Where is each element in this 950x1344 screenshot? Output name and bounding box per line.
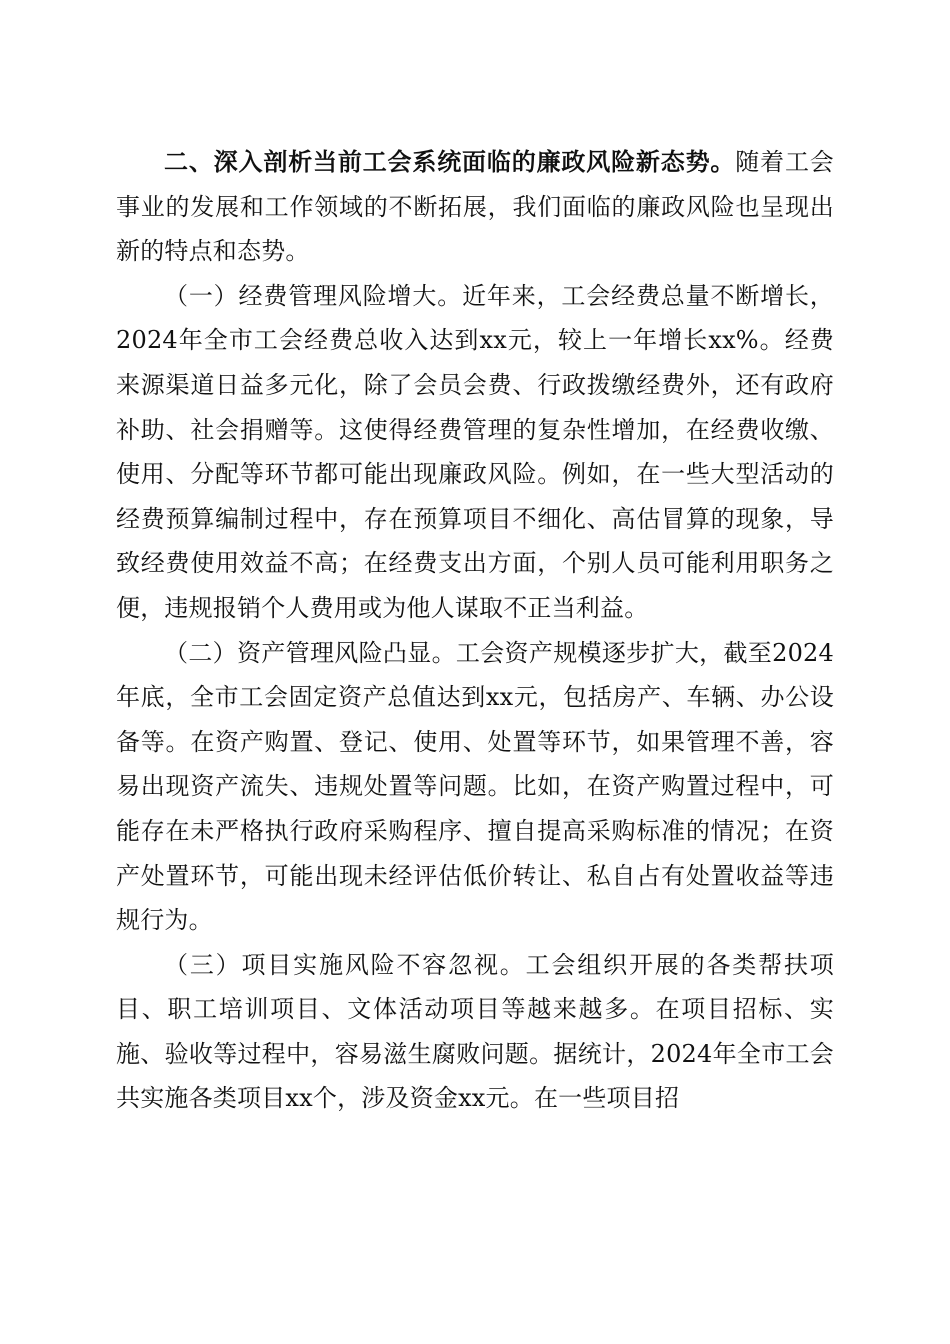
section-intro: 随着工会事业的发展和工作领域的不断拓展，我们面临的廉政风险也呈现出新的特点和态势。 bbox=[116, 148, 834, 266]
section-heading: 二、深入剖析当前工会系统面临的廉政风险新态势。 bbox=[164, 148, 736, 176]
subsection-paragraph-1 bbox=[116, 274, 834, 631]
subsection-body-2: 工会资产规模逐步扩大，截至2024年底，全市工会固定资产总值达到xx元，包括房产、车辆、办公设备等。在资产购置、登记、使用、处置等环节，如果管理不善，容易出现资产流失、违规处置等问题。比如，在资产购置过程中，可能存在未严格执行政府采购程序、擅自提高采购标准的情况；在资产处置环节，可能出现未经评估低价转让、私自占有处置收益等违规行为。 bbox=[116, 638, 835, 935]
subsection-heading-1: （一）经费管理风险增大。 bbox=[164, 281, 463, 310]
subsection-heading-2: （二）资产管理风险凸显。 bbox=[164, 638, 456, 667]
section-paragraph bbox=[116, 140, 834, 274]
subsection-paragraph-3 bbox=[116, 943, 834, 1121]
subsection-paragraph-2 bbox=[116, 631, 834, 943]
subsection-body-3: 工会组织开展的各类帮扶项目、职工培训项目、文体活动项目等越来越多。在项目招标、实施、验收等过程中，容易滋生腐败问题。据统计，2024年全市工会共实施各类项目xx个，涉及资金xx元。在一些项目招 bbox=[116, 950, 834, 1113]
subsection-body-1: 近年来，工会经费总量不断增长，2024年全市工会经费总收入达到xx元，较上一年增长xx%。经费来源渠道日益多元化，除了会员会费、行政拨缴经费外，还有政府补助、社会捐赠等。这使得经费管理的复杂性增加，在经费收缴、使用、分配等环节都可能出现廉政风险。例如，在一些大型活动的经费预算编制过程中，存在预算项目不细化、高估冒算的现象，导致经费使用效益不高；在经费支出方面，个别人员可能利用职务之便，违规报销个人费用或为他人谋取不正当利益。 bbox=[116, 281, 834, 622]
document-body bbox=[116, 140, 834, 1121]
subsection-heading-3: （三）项目实施风险不容忽视。 bbox=[164, 950, 526, 979]
